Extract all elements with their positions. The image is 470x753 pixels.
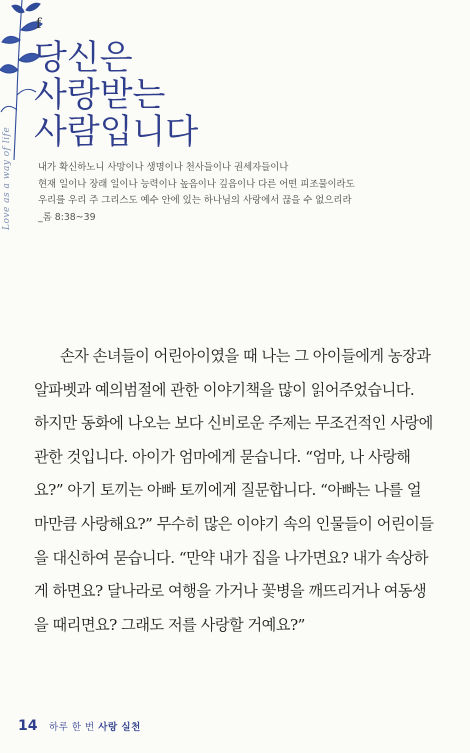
scripture-verse (38, 160, 458, 226)
verse-line: 우리를 우리 주 그리스도 예수 안에 있는 하나님의 사랑에서 끊을 수 없으리라 (38, 195, 352, 206)
series-title-light: 하루 한 번 (48, 722, 99, 733)
verse-line: 현재 일이나 장래 일이나 능력이나 높음이나 깊음이나 다른 어떤 피조물이라도 (38, 178, 355, 190)
body-line: 을 대신하여 묻습니다. “만약 내가 집을 나가면요? 내가 속상하 (34, 548, 428, 567)
title-line: 사람입니다 (34, 112, 199, 152)
verse-reference: _롬 8:38~39 (38, 211, 96, 223)
body-line: 관한 것입니다. 아이가 엄마에게 묻습니다. “엄마, 나 사랑해 (34, 447, 411, 466)
body-line: 요?” 아기 토끼는 아빠 토끼에게 질문합니다. “아빠는 나를 얼 (34, 481, 422, 500)
body-line: 알파벳과 예의범절에 관한 이야기책을 많이 읽어주었습니다. (34, 380, 415, 399)
body-line: 게 하면요? 달나라로 여행을 가거나 꽃병을 깨뜨리거나 여동생 (34, 582, 427, 601)
title-line: 당신은 (34, 38, 133, 78)
section-letter: f (36, 16, 42, 32)
decorative-script-text: Love as a way of life (2, 126, 12, 230)
chapter-title (34, 40, 334, 151)
body-line: 하지만 동화에 나오는 보다 신비로운 주제는 무조건적인 사랑에 (34, 414, 433, 433)
body-line: 을 때리면요? 그래도 저를 사랑할 거예요?” (34, 615, 305, 634)
page-footer (18, 718, 141, 734)
body-text (34, 340, 459, 642)
body-line: 마만큼 사랑해요?” 무수히 많은 이야기 속의 인물들이 어린이들 (34, 514, 434, 533)
body-line: 손자 손녀들이 어린아이였을 때 나는 그 아이들에게 농장과 (60, 347, 431, 365)
book-series-title (49, 722, 141, 733)
title-line: 사랑받는 (34, 75, 166, 115)
page-number: 14 (18, 718, 38, 734)
verse-line: 내가 확신하노니 사망이나 생명이나 천사들이나 권세자들이나 (38, 162, 289, 173)
series-title-bold: 사랑 실천 (98, 722, 141, 733)
